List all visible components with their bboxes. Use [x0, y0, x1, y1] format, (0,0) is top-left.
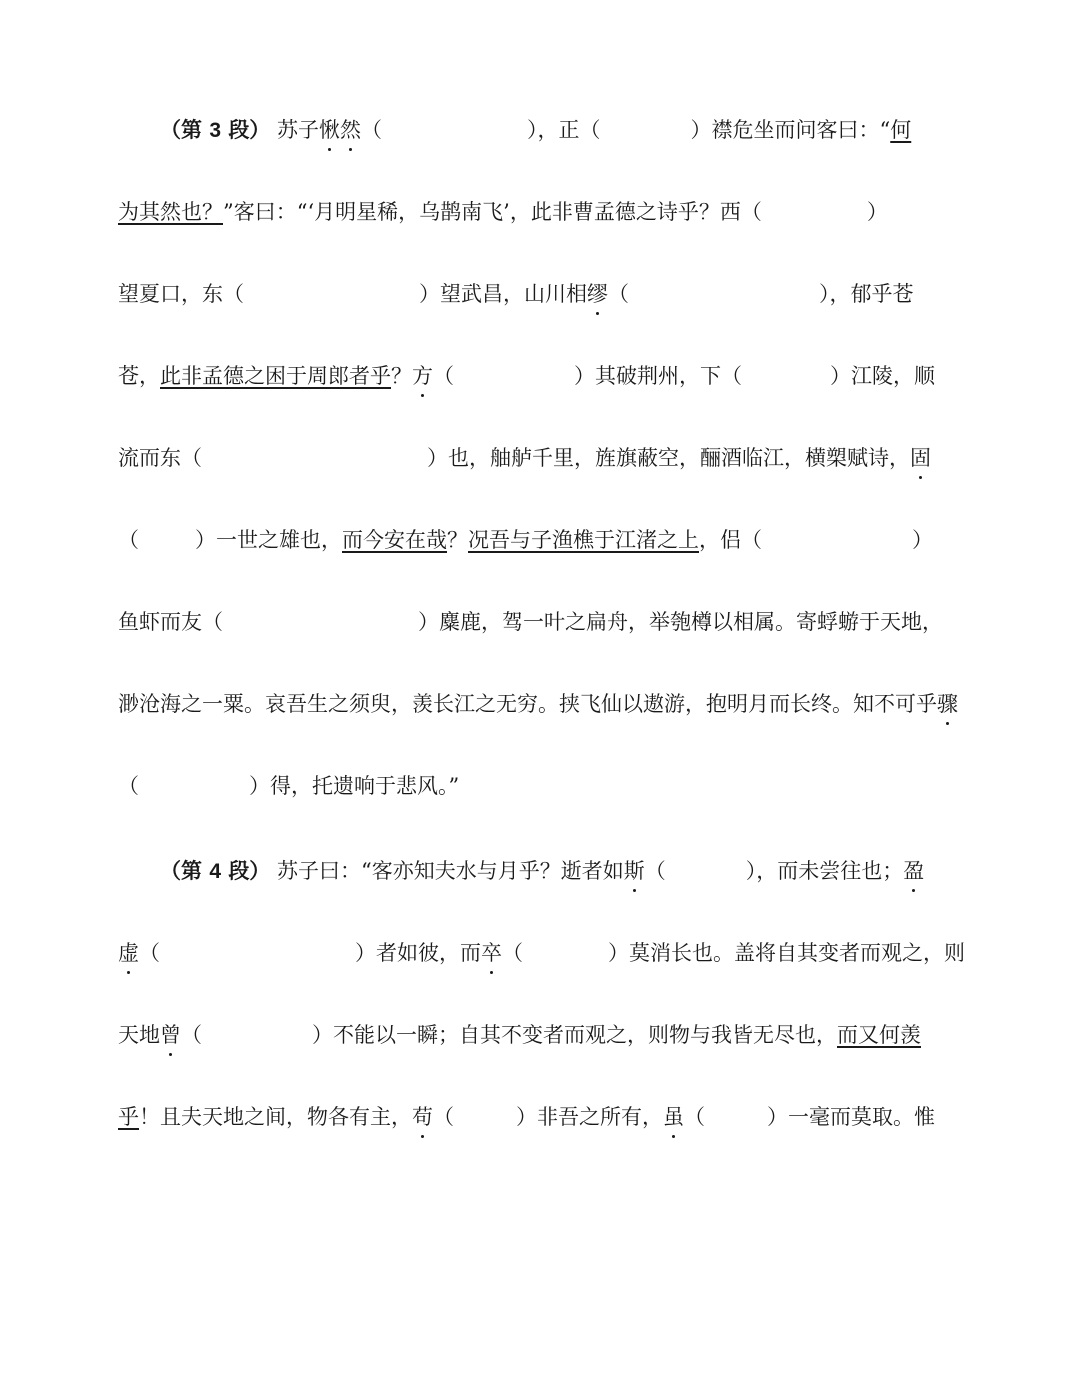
dotted-char: 苟 [412, 1100, 433, 1134]
para3-line-9: （ ）得，托遗响于悲风。” [118, 774, 460, 798]
para3-line-6: （ ）一世之雄也，而今安在哉？况吾与子渔樵于江渚之上，侣（ ） [118, 528, 933, 552]
dotted-char: 曾 [160, 1018, 181, 1052]
para4-label: （第 4 段） [160, 858, 271, 883]
underlined-sentence: 为其然也？ [118, 200, 223, 224]
underlined-sentence: 此非孟德之困于周郎者乎 [160, 364, 391, 388]
dotted-char: 虽 [663, 1100, 684, 1134]
dotted-char: 卒 [481, 936, 502, 970]
dotted-char: 愀 [319, 113, 340, 147]
para4-line-3: 天地曾（ ）不能以一瞬；自其不变者而观之，则物与我皆无尽也，而又何羡 [118, 1018, 978, 1052]
dotted-char: 斯 [624, 854, 645, 888]
para4-line-1: （第 4 段） 苏子曰：“客亦知夫水与月乎？逝者如斯（ ），而未尝往也；盈 [160, 854, 1020, 888]
underlined-sentence: 乎 [118, 1105, 139, 1129]
underlined-sentence: 而又何羡 [837, 1023, 921, 1047]
dotted-char: 缪 [587, 277, 608, 311]
dotted-char: 方 [412, 359, 433, 393]
dotted-char: 盈 [903, 854, 924, 888]
underlined-sentence: 而今安在哉 [342, 528, 447, 552]
para3-line-2: 为其然也？”客曰：“‘月明星稀，乌鹊南飞’，此非曹孟德之诗乎？西（ ） [118, 200, 888, 224]
para3-line-1: （第 3 段） 苏子愀然（ ），正（ ）襟危坐而问客曰：“何 [160, 113, 1020, 147]
para4-line-4: 乎！且夫天地之间，物各有主，苟（ ）非吾之所有，虽（ ）一毫而莫取。惟 [118, 1100, 978, 1134]
underlined-sentence: 况吾与子渔樵于江渚之上 [468, 528, 699, 552]
para3-line-5: 流而东（ ）也，舳舻千里，旌旗蔽空，酾酒临江，横槊赋诗，固 [118, 441, 978, 475]
para3-label: （第 3 段） [160, 117, 271, 142]
underlined-sentence: 何 [890, 118, 912, 142]
para3-line-3: 望夏口，东（ ）望武昌，山川相缪（ ），郁乎苍 [118, 277, 978, 311]
para3-line-7: 鱼虾而友（ ）麋鹿，驾一叶之扁舟，举匏樽以相属。寄蜉蝣于天地， [118, 610, 943, 634]
para3-line-8: 渺沧海之一粟。哀吾生之须臾，羡长江之无穷。挟飞仙以遨游，抱明月而长终。知不可乎骤 [118, 687, 978, 721]
dotted-char: 虚 [118, 936, 139, 970]
para3-line-4: 苍，此非孟德之困于周郎者乎？方（ ）其破荆州，下（ ）江陵，顺 [118, 359, 978, 393]
dotted-char: 骤 [937, 687, 958, 721]
dotted-char: 固 [910, 441, 931, 475]
para4-line-2: 虚（ ）者如彼，而卒（ ）莫消长也。盖将自其变者而观之，则 [118, 936, 978, 970]
dotted-char: 然 [340, 113, 361, 147]
